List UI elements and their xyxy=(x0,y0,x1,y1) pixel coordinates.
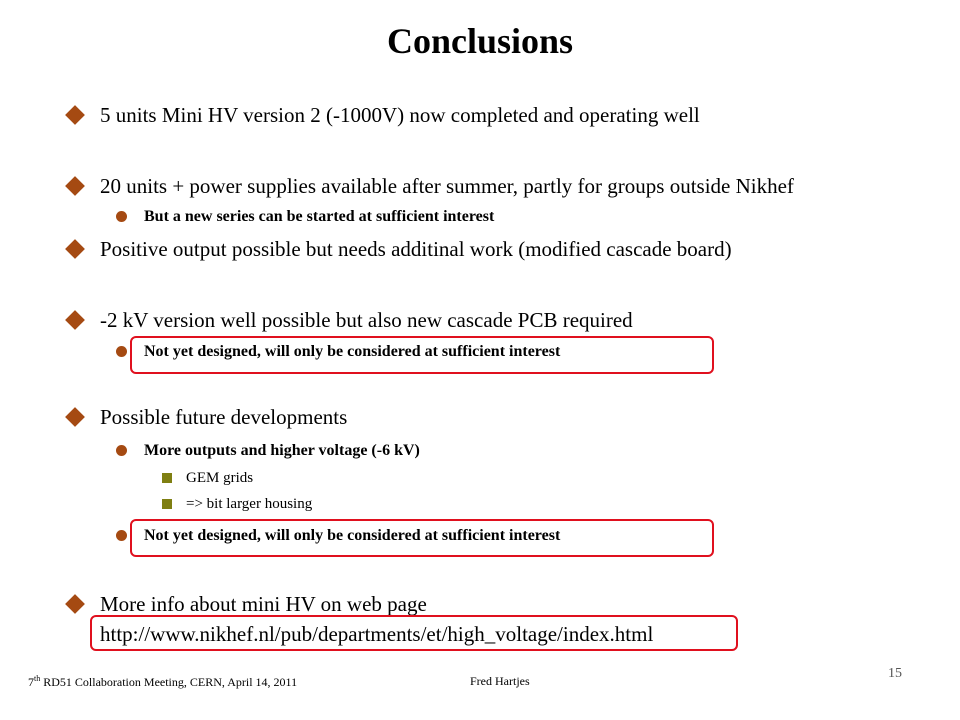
bullet-item xyxy=(100,236,732,262)
bullet-text: Possible future developments xyxy=(100,405,348,429)
diamond-bullet-icon xyxy=(65,239,85,259)
diamond-bullet-icon xyxy=(65,176,85,196)
highlight-box xyxy=(130,519,714,557)
bullet-text: Positive output possible but needs additinal work (modified cascade board) xyxy=(100,237,732,261)
bullet-item xyxy=(100,307,633,333)
sub-bullet-text: Not yet designed, will only be considered at sufficient interest xyxy=(144,343,561,360)
footer-ordinal-suffix: th xyxy=(34,674,41,683)
sub-bullet-text: More outputs and higher voltage (-6 kV) xyxy=(144,442,420,459)
bullet-text: 5 units Mini HV version 2 (-1000V) now completed and operating well xyxy=(100,103,700,127)
diamond-bullet-icon xyxy=(65,407,85,427)
circle-bullet-icon xyxy=(116,530,127,541)
page-number: 15 xyxy=(888,666,902,681)
bullet-text: 20 units + power supplies available after summer, partly for groups outside Nikhef xyxy=(100,174,794,198)
diamond-bullet-icon xyxy=(65,105,85,125)
footer-ordinal: 7 xyxy=(28,675,34,689)
circle-bullet-icon xyxy=(116,211,127,222)
bullet-item xyxy=(100,591,427,617)
bullet-item xyxy=(100,102,700,128)
sub-bullet-text: But a new series can be started at sufficient interest xyxy=(144,208,495,225)
sub-sub-bullet-text: => bit larger housing xyxy=(186,496,313,512)
circle-bullet-icon xyxy=(116,346,127,357)
slide-title: Conclusions xyxy=(386,21,574,61)
sub-sub-bullet-item xyxy=(186,469,253,488)
sub-bullet-text: Not yet designed, will only be considered at sufficient interest xyxy=(144,527,561,544)
square-bullet-icon xyxy=(162,499,172,509)
diamond-bullet-icon xyxy=(65,594,85,614)
diamond-bullet-icon xyxy=(65,310,85,330)
sub-bullet-item xyxy=(144,207,494,227)
bullet-text: -2 kV version well possible but also new cascade PCB required xyxy=(100,308,633,332)
square-bullet-icon xyxy=(162,473,172,483)
circle-bullet-icon xyxy=(116,445,127,456)
sub-bullet-item xyxy=(144,441,420,461)
highlight-box xyxy=(90,615,738,651)
sub-sub-bullet-text: GEM grids xyxy=(186,470,254,486)
bullet-text: More info about mini HV on web page xyxy=(100,592,427,616)
footer-meeting-text: RD51 Collaboration Meeting, CERN, April 14, 2011 xyxy=(40,675,298,689)
footer-author: Fred Hartjes xyxy=(470,674,530,688)
sub-sub-bullet-item xyxy=(186,495,312,514)
web-page-url[interactable]: http://www.nikhef.nl/pub/departments/et/high_voltage/index.html xyxy=(100,622,654,646)
bullet-item xyxy=(100,173,794,199)
bullet-item xyxy=(100,404,347,430)
footer-meeting xyxy=(28,674,297,690)
highlight-box xyxy=(130,336,714,374)
